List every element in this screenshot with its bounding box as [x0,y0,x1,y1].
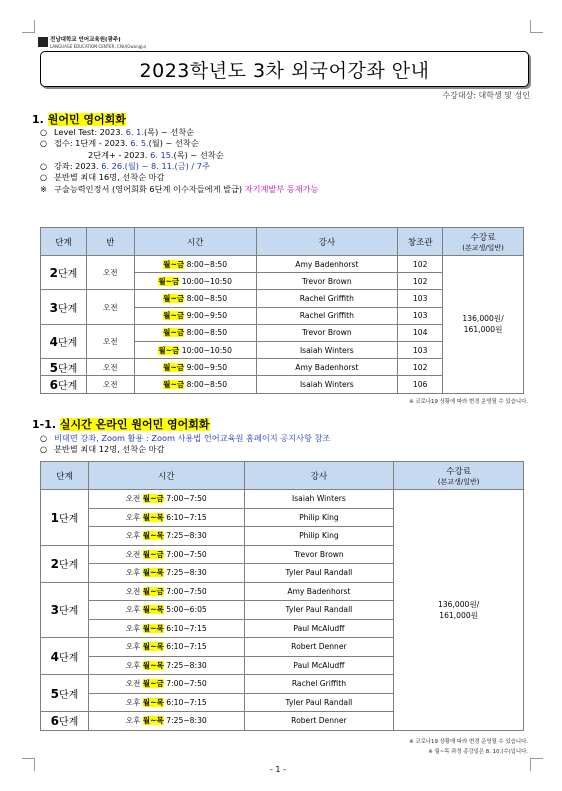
column-header [394,462,524,490]
bullet-text: 6. 26.(월) ~ 8. 11.(금) / 7주 [101,160,210,171]
time-cell [88,545,244,564]
teacher-cell: Isaiah Winters [244,490,394,509]
section2-note-2: ※ 월~목 과정 종강일은 8. 10.(수)입니다. [428,749,528,755]
column-header-text: 강사 [318,237,336,248]
room-cell: 104 [398,324,443,341]
column-header-text: (본교생/일반) [462,243,504,252]
room-cell: 106 [398,376,443,393]
bullet-symbol: ○ [40,160,48,171]
teacher-cell: Isaiah Winters [256,341,398,358]
teacher-cell: Tyler Paul Randall [244,564,394,583]
section1-heading-number: 1. [32,113,44,126]
time-cell [134,341,256,358]
time-cell [134,307,256,324]
fee-text: 161,000원 [463,325,503,335]
bullet-text: 6. 15. [150,149,174,160]
time-cell [88,527,244,546]
day-range: 월~목 [142,512,164,522]
time-range: 6:10~7:15 [166,697,207,707]
logo-mark-icon [38,37,48,47]
teacher-cell: Rachel Griffith [256,290,398,307]
table-header-row [41,228,524,256]
bullet-text: 비대면 강좌, Zoom 활용 : Zoom 사용법 언어교육원 홈페이지 공지사항 참조 [54,433,331,443]
section1-bullet [88,150,224,161]
room-cell: 103 [398,290,443,307]
teacher-cell: Trevor Brown [244,545,394,564]
day-range: 월~금 [142,549,164,559]
bullet-symbol: ○ [40,444,48,455]
level-number: 6 [50,714,59,729]
teacher-cell: Philip King [244,527,394,546]
page-number: - 1 - [270,765,286,774]
time-range: 5:00~6:05 [166,605,207,615]
day-range: 월~목 [142,660,164,670]
level-cell [41,376,87,393]
level-cell [41,359,87,376]
teacher-cell: Amy Badenhorst [256,359,398,376]
teacher-cell: Tyler Paul Randall [244,693,394,712]
day-range: 월~금 [163,311,185,321]
class-cell: 오전 [86,376,134,393]
time-range: 8:00~8:50 [186,328,228,338]
table-row [41,490,524,509]
bullet-text: 6. 5. [130,138,149,149]
table-row [41,256,524,273]
teacher-cell: Amy Badenhorst [256,256,398,273]
column-header [86,228,134,256]
day-range: 월~금 [142,586,164,596]
time-cell [134,273,256,290]
column-header-text: 반 [106,237,115,248]
bullet-text: 강좌: 2023. [54,160,102,171]
bullet-symbol: ○ [40,127,48,137]
bullet-symbol: ○ [40,138,48,149]
time-range: 8:00~8:50 [186,293,228,303]
day-range: 월~금 [158,276,180,286]
time-range: 7:00~7:50 [166,549,207,559]
column-header [41,462,89,490]
day-range: 월~금 [158,345,180,355]
teacher-cell: Philip King [244,508,394,527]
level-unit: 단계 [57,269,78,281]
bullet-text: (월) ~ 선착순 [148,138,199,149]
day-range: 월~목 [142,568,164,578]
time-cell [88,712,244,731]
teacher-cell: Robert Denner [244,638,394,657]
bullet-text: 분반별 최대 16명, 선착순 마감 [54,172,165,183]
crop-mark-bottom-right [530,758,543,771]
column-header-text: 창조관 [407,237,433,248]
room-cell: 102 [398,359,443,376]
bullet-text: Level Test: 2023. [54,127,126,137]
am-pm: 오후 [125,512,141,522]
time-range: 7:25~8:30 [166,716,207,726]
crop-mark-top-right [530,20,543,33]
teacher-cell: Rachel Griffith [256,307,398,324]
level-cell [41,324,87,358]
level-number: 5 [49,360,58,375]
teacher-cell: Amy Badenhorst [244,582,394,601]
section2-heading-number: 1-1. [32,418,57,431]
level-number: 4 [49,334,58,349]
section2-heading-text: 실시간 온라인 원어민 영어회화 [59,418,210,431]
day-range: 월~금 [142,679,164,689]
am-pm: 오후 [125,642,141,652]
day-range: 월~금 [163,293,185,303]
column-header-text: 단계 [56,471,73,482]
day-range: 월~금 [163,379,185,389]
level-cell [41,256,87,290]
room-cell: 102 [398,256,443,273]
room-cell: 102 [398,273,443,290]
time-cell [134,324,256,341]
am-pm: 오전 [125,679,141,689]
column-header [398,228,443,256]
time-range: 9:00~9:50 [186,362,228,372]
time-range: 8:00~8:50 [186,259,228,269]
time-range: 8:00~8:50 [186,379,228,389]
time-cell [88,675,244,694]
time-range: 9:00~9:50 [186,311,228,321]
level-number: 3 [49,300,58,315]
time-cell [88,619,244,638]
teacher-cell: Tyler Paul Randall [244,601,394,620]
bullet-symbol: ○ [40,433,48,443]
column-header [256,228,398,256]
audience-text: 수강대상: 대학생 및 성인 [442,91,530,100]
time-cell [134,376,256,393]
level-cell [41,712,89,731]
room-cell: 103 [398,307,443,324]
bullet-text: 6. 1. [125,127,144,137]
level-number: 2 [49,266,58,281]
column-header-text: 단계 [55,237,72,248]
time-cell [88,638,244,657]
day-range: 월~목 [142,605,164,615]
bullet-symbol: ※ [40,183,47,194]
day-range: 월~목 [142,642,164,652]
section2-note-1: ※ 코로나19 상황에 따라 변경 운영될 수 있습니다. [409,739,528,745]
class-cell: 오전 [86,359,134,376]
time-range: 10:00~10:50 [181,276,232,286]
section1-bullet [40,138,199,149]
section1-bullet [40,172,164,183]
teacher-cell: Paul McAludff [244,656,394,675]
am-pm: 오후 [125,716,141,726]
fee-text: 136,000원/ [462,314,504,324]
level-cell [41,490,89,546]
time-range: 7:25~8:30 [166,531,207,541]
time-cell [88,490,244,509]
am-pm: 오후 [125,623,141,633]
time-cell [134,359,256,376]
level-unit: 단계 [57,303,78,315]
bullet-text: (목) ~ 선착순 [143,127,195,137]
section1-note: ※ 코로나19 상황에 따라 변경 운영될 수 있습니다. [409,399,528,405]
day-range: 월~금 [142,494,164,504]
teacher-cell: Trevor Brown [256,273,398,290]
section1-heading-text: 원어민 영어회화 [47,113,126,126]
level-unit: 단계 [57,337,78,349]
day-range: 월~금 [163,259,185,269]
column-header-text: 수강료 [446,466,472,477]
am-pm: 오전 [125,549,141,559]
time-cell [134,256,256,273]
column-header [41,228,87,256]
am-pm: 오후 [125,605,141,615]
time-cell [88,508,244,527]
column-header [244,462,394,490]
bullet-text: 분반별 최대 12명, 선착순 마감 [54,444,165,455]
am-pm: 오후 [125,568,141,578]
section2-heading [32,416,210,432]
level-unit: 단계 [58,560,79,571]
level-unit: 단계 [58,717,79,729]
time-range: 7:00~7:50 [166,586,207,596]
am-pm: 오전 [125,586,141,596]
am-pm: 오전 [125,494,141,504]
time-range: 7:00~7:50 [166,679,207,689]
column-header-text: 수강료 [470,232,496,243]
level-number: 5 [50,686,59,701]
class-cell: 오전 [86,324,134,358]
column-header [443,228,524,256]
time-range: 6:10~7:15 [166,642,207,652]
logo-name-english: LANGUAGE EDUCATION CENTER, CNU(Gwangju) [50,44,147,49]
time-cell [88,693,244,712]
time-cell [88,582,244,601]
class-cell: 오전 [86,290,134,324]
bullet-text: (목) ~ 선착순 [173,149,224,160]
day-range: 월~금 [163,328,185,338]
fee-text: 161,000원 [439,610,478,620]
crop-mark-top-left [22,20,35,33]
time-cell [88,601,244,620]
level-number: 6 [49,377,58,392]
column-header-text: (본교생/일반) [437,477,480,486]
time-range: 6:10~7:15 [166,512,207,522]
day-range: 월~목 [142,623,164,633]
column-header-text: 강사 [310,471,328,482]
bullet-text: 자기계발부 등재가능 [244,183,319,194]
time-range: 7:25~8:30 [166,660,207,670]
day-range: 월~목 [142,716,164,726]
level-cell [41,638,89,675]
time-cell [88,656,244,675]
am-pm: 오후 [125,531,141,541]
logo-name-korean: 전남대학교 언어교육원(광주) [50,37,121,43]
bullet-text: 구술능력인정서 (영어회화 6단계 이수자들에게 발급) [54,183,245,194]
level-unit: 단계 [58,606,79,618]
level-unit: 단계 [58,652,79,664]
level-cell [41,675,89,712]
teacher-cell: Paul McAludff [244,619,394,638]
section1-schedule-table [40,227,524,394]
fee-cell [394,490,524,731]
section1-bullet [40,184,319,195]
fee-cell [443,256,524,394]
section1-bullet [40,127,194,138]
day-range: 월~목 [142,697,164,707]
level-cell [41,582,89,638]
time-cell [134,290,256,307]
section2-bullet [40,433,330,444]
level-number: 2 [50,557,59,571]
bullet-text: 접수: 1단계 - 2023. [54,138,131,149]
level-unit: 단계 [57,363,78,375]
section2-schedule-table [40,461,524,731]
level-unit: 단계 [57,380,78,392]
level-unit: 단계 [58,689,79,701]
day-range: 월~금 [163,362,185,372]
level-cell [41,545,89,582]
teacher-cell: Trevor Brown [256,324,398,341]
level-cell [41,290,87,324]
am-pm: 오후 [125,697,141,707]
level-number: 3 [50,603,59,618]
teacher-cell: Isaiah Winters [256,376,398,393]
class-cell: 오전 [86,256,134,290]
table-header-row [41,462,524,490]
time-cell [88,564,244,583]
day-range: 월~목 [142,531,164,541]
teacher-cell: Rachel Griffith [244,675,394,694]
level-number: 4 [50,649,59,664]
column-header-text: 시간 [157,471,175,482]
column-header [134,228,256,256]
bullet-symbol: ○ [40,172,48,183]
time-range: 7:25~8:30 [166,568,207,578]
column-header-text: 시간 [186,237,204,248]
page-title: 2023학년도 3차 외국어강좌 안내 [40,51,529,87]
fee-text: 136,000원/ [437,599,480,609]
section1-heading [32,111,126,127]
bullet-text: 2단계+ - 2023. [88,149,151,160]
teacher-cell: Robert Denner [244,712,394,731]
am-pm: 오후 [125,660,141,670]
room-cell: 103 [398,341,443,358]
time-range: 10:00~10:50 [181,345,232,355]
crop-mark-bottom-left [22,758,35,771]
level-unit: 단계 [58,513,79,525]
column-header [88,462,244,490]
time-range: 6:10~7:15 [166,623,207,633]
time-range: 7:00~7:50 [166,494,207,504]
section1-bullet [40,161,210,172]
level-number: 1 [50,510,59,525]
section2-bullet [40,444,164,455]
